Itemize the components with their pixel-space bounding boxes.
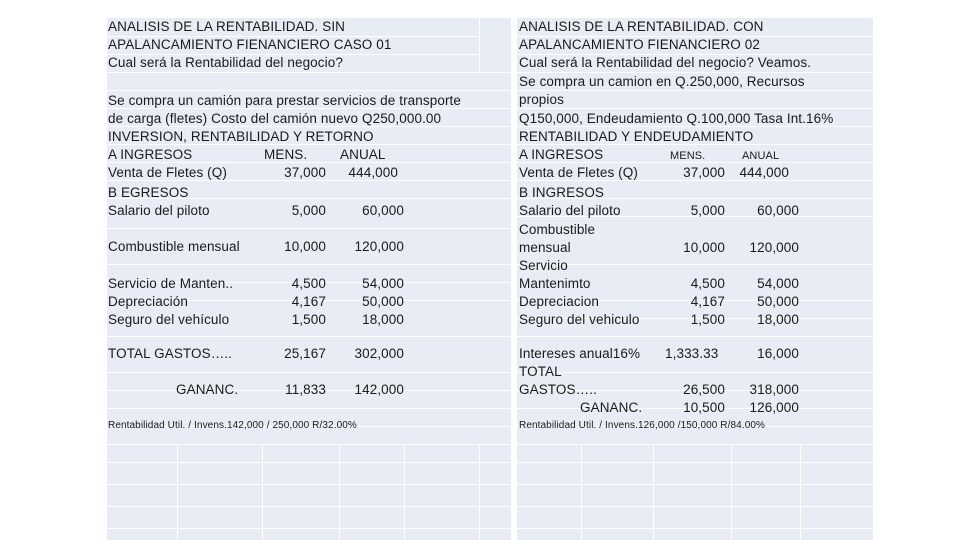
- case2-section-title: RENTABILIDAD Y ENDEUDAMIENTO: [519, 129, 754, 144]
- case1-combustible-label: Combustible mensual: [108, 239, 240, 254]
- case2-servicio-anual: 54,000: [757, 276, 799, 291]
- case2-egresos-label: B INGRESOS: [519, 185, 605, 200]
- case2-col-mens: MENS.: [670, 150, 706, 162]
- case2-intereses-mens: 1,333.33: [665, 346, 719, 361]
- case1-col-mens: MENS.: [264, 147, 308, 162]
- case1-salario-label: Salario del piloto: [108, 203, 210, 218]
- case1-salario-mens: 5,000: [291, 203, 326, 218]
- case1-salario-anual: 60,000: [362, 203, 404, 218]
- case2-combustible-mens: 10,000: [683, 240, 725, 255]
- case2-description-line1: Se compra un camion en Q.250,000, Recursos: [519, 74, 805, 89]
- case2-salario-anual: 60,000: [757, 203, 799, 218]
- case1-section-title: INVERSION, RENTABILIDAD Y RETORNO: [108, 129, 374, 144]
- case2-combustible-anual: 120,000: [749, 240, 799, 255]
- case2-ganancia-anual: 126,000: [749, 400, 799, 415]
- case1-combustible-anual: 120,000: [354, 239, 404, 254]
- case2-ganancia-mens: 10,500: [683, 400, 725, 415]
- case1-total-label: TOTAL GASTOS…..: [108, 346, 233, 361]
- case2-salario-mens: 5,000: [690, 203, 725, 218]
- case2-intereses-anual: 16,000: [757, 346, 799, 361]
- case1-question: Cual será la Rentabilidad del negocio?: [108, 55, 343, 70]
- case1-servicio-mens: 4,500: [291, 276, 326, 291]
- case2-title-line1: ANALISIS DE LA RENTABILIDAD. CON: [519, 19, 764, 34]
- case1-total-anual: 302,000: [354, 346, 404, 361]
- case2-seguro-label: Seguro del vehiculo: [519, 312, 640, 327]
- case2-description-line3: Q150,000, Endeudamiento Q.100,000 Tasa Int.16%: [519, 111, 834, 126]
- case1-ganancia-mens: 11,833: [285, 382, 326, 397]
- case2-description-line2: propios: [519, 92, 564, 107]
- case2-venta-mens: 37,000: [683, 165, 725, 180]
- case1-ganancia-label: GANANC.: [176, 382, 239, 397]
- case2-total-anual: 318,000: [749, 382, 799, 397]
- case2-depreciacion-label: Depreciacion: [519, 294, 599, 309]
- case1-total-mens: 25,167: [284, 346, 326, 361]
- case2-col-anual: ANUAL: [742, 150, 780, 162]
- case1-seguro-mens: 1,500: [291, 312, 326, 327]
- case1-ganancia-anual: 142,000: [354, 382, 404, 397]
- case1-seguro-anual: 18,000: [362, 312, 404, 327]
- case2-servicio-label-line2: Mantenimto: [519, 276, 591, 291]
- case1-title-line1: ANALISIS DE LA RENTABILIDAD. SIN: [108, 19, 346, 34]
- case1-description-line1: Se compra un camión para prestar servicios de transporte: [108, 93, 462, 108]
- case1-depreciacion-mens: 4,167: [291, 294, 326, 309]
- case1-venta-mens: 37,000: [284, 165, 326, 180]
- case2-servicio-mens: 4,500: [690, 276, 725, 291]
- case2-salario-label: Salario del piloto: [519, 203, 621, 218]
- case2-question: Cual será la Rentabilidad del negocio? Veamos.: [519, 55, 812, 70]
- case1-egresos-label: B EGRESOS: [108, 185, 189, 200]
- case1-rentabilidad: Rentabilidad Util. / Invens.142,000 / 250,000 R/32.00%: [108, 420, 357, 431]
- case2-ganancia-label: GANANC.: [580, 400, 643, 415]
- case2-venta-anual: 444,000: [739, 165, 789, 180]
- case2-intereses-label: Intereses anual16%: [519, 346, 641, 361]
- case2-total-mens: 26,500: [683, 382, 725, 397]
- case1-title-line2: APALANCAMIENTO FIENANCIERO CASO 01: [108, 37, 392, 52]
- case1-depreciacion-label: Depreciación: [108, 294, 188, 309]
- case1-depreciacion-anual: 50,000: [362, 294, 404, 309]
- case2-combustible-label-line2: mensual: [519, 240, 571, 255]
- case1-description-line2: de carga (fletes) Costo del camión nuevo Q250,000.00: [108, 111, 442, 126]
- case1-seguro-label: Seguro del vehículo: [108, 312, 230, 327]
- case2-combustible-label-line1: Combustible: [519, 222, 596, 237]
- case2-total-label-line2: GASTOS…..: [519, 382, 597, 397]
- case2-rentabilidad: Rentabilidad Util. / Invens.126,000 /150,000 R/84.00%: [519, 420, 766, 431]
- case1-servicio-label: Servicio de Manten..: [108, 276, 234, 291]
- case2-servicio-label-line1: Servicio: [519, 258, 568, 273]
- case1-servicio-anual: 54,000: [362, 276, 404, 291]
- case2-depreciacion-mens: 4,167: [690, 294, 725, 309]
- case1-venta-anual: 444,000: [348, 165, 398, 180]
- case2-venta-label: Venta de Fletes (Q): [519, 165, 638, 180]
- case2-depreciacion-anual: 50,000: [757, 294, 799, 309]
- case1-ingresos-label: A INGRESOS: [108, 147, 193, 162]
- case1-col-anual: ANUAL: [340, 147, 386, 162]
- case2-ingresos-label: A INGRESOS: [519, 147, 604, 162]
- case1-venta-label: Venta de Fletes (Q): [108, 165, 227, 180]
- case2-title-line2: APALANCAMIENTO FIENANCIERO 02: [519, 37, 760, 52]
- case2-seguro-anual: 18,000: [757, 312, 799, 327]
- case2-total-label-line1: TOTAL: [519, 364, 562, 379]
- case1-combustible-mens: 10,000: [284, 239, 326, 254]
- case2-seguro-mens: 1,500: [690, 312, 725, 327]
